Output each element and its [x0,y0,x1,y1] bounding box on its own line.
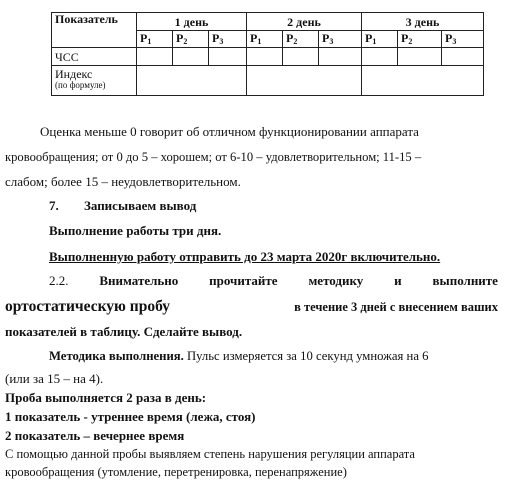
cell-empty [209,48,247,66]
twice-daily: Проба выполняется 2 раза в день: [5,390,207,405]
para1-line2: кровообращения; от 0 до 5 – хорошем; от 6-10 – удовлетворительном; 11-15 – [5,150,422,164]
header-indicator: Показатель [52,13,137,48]
section-2-2-line1 [49,273,498,289]
p3-day2: $Р_3$ [319,31,362,48]
cell-empty [247,48,283,66]
section-2-2-rest: в течение 3 дней с внесением ваших [294,300,498,314]
section-2-2-line2 [5,298,498,316]
row-label-hr: ЧСС [52,48,137,66]
sec-word-3: методику [308,273,364,288]
cell-empty [137,66,247,96]
para1-line1-text: Оценка меньше 0 говорит об отличном функционировании аппарата [40,124,419,139]
method-line [49,349,429,364]
p2-day2: $Р_2$ [283,31,319,48]
indicator-1: 1 показатель - утреннее время (лежа, стоя) [5,409,256,424]
para1-line1 [40,124,498,140]
cell-empty [362,48,398,66]
item7 [49,198,196,214]
header-day-3: 3 день [362,13,484,31]
section-number: 2.2. [49,273,69,288]
item7-number: 7. [49,198,59,213]
section-2-2-line3: показателей в таблицу. Сделайте вывод. [5,324,243,339]
method-text: Пульс измеряется за 10 секунд умножая на 6 [186,349,429,363]
last-line-2: кровообращения (утомление, перетренировка, перенапряжение) [5,465,347,479]
sec-word-2: прочитайте [209,273,278,288]
row-label-index [52,66,137,96]
p3-day1: $Р_3$ [209,31,247,48]
deadline-line: Выполненную работу отправить до 23 марта 2020г включительно. [49,249,441,264]
header-day-1: 1 день [137,13,247,31]
item7-text: Записываем вывод [84,198,197,213]
cell-empty [247,66,362,96]
results-table [51,12,484,96]
cell-empty [442,48,484,66]
para1-line3: слабом; более 15 – неудовлетворительном. [5,174,241,189]
cell-empty [362,66,484,96]
cell-empty [398,48,442,66]
method-line2: (или за 15 – на 4). [5,371,104,386]
sec-word-5: выполните [432,273,498,288]
p1-day2: $Р_1$ [247,31,283,48]
method-title: Методика выполнения. [49,349,184,363]
task-line: Выполнение работы три дня. [49,223,222,238]
p1-day3: $Р_1$ [362,31,398,48]
cell-empty [173,48,209,66]
orthostatic-test: ортостатическую пробу [5,298,170,315]
indicator-2: 2 показатель – вечернее время [5,428,185,443]
index-note: (по формуле) [55,80,106,90]
cell-empty [283,48,319,66]
p2-day1: $Р_2$ [173,31,209,48]
sec-word-1: Внимательно [99,273,179,288]
header-day-2: 2 день [247,13,362,31]
last-line-1: С помощью данной пробы выявляем степень нарушения регуляции аппарата [5,447,415,461]
cell-empty [319,48,362,66]
p1-day1: $Р_1$ [137,31,173,48]
p3-day3: $Р_3$ [442,31,484,48]
sec-word-4: и [394,273,402,288]
index-label: Индекс [55,67,93,81]
p2-day3: $Р_2$ [398,31,442,48]
cell-empty [137,48,173,66]
